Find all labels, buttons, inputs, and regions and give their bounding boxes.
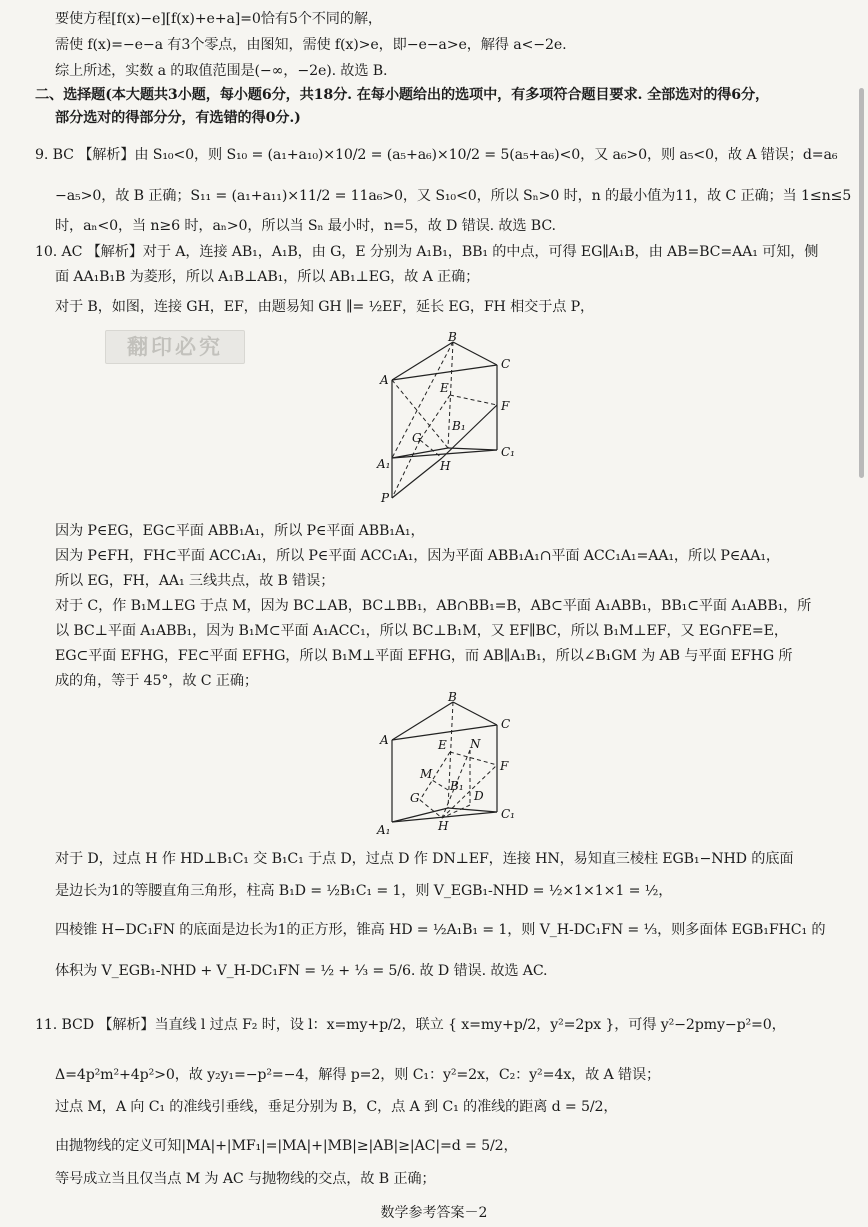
vertex-label: B xyxy=(448,330,457,344)
q10-line: 体积为 V_EGB₁-NHD + V_H-DC₁FN = ½ + ⅓ = 5/6. 故 D 错误. 故选 AC. xyxy=(55,963,548,979)
vertex-label: G xyxy=(410,791,420,805)
q10-line: 因为 P∈FH，FH⊂平面 ACC₁A₁，所以 P∈平面 ACC₁A₁，因为平面 ABB₁A₁∩平面 ACC₁A₁=AA₁，所以 P∈AA₁， xyxy=(55,548,780,564)
q10-line: 对于 C，作 B₁M⊥EG 于点 M，因为 BC⊥AB，BC⊥BB₁，AB∩BB₁=B，AB⊂平面 A₁ABB₁，BB₁⊂平面 A₁ABB₁，所 xyxy=(55,598,812,614)
q10-line: 所以 EG，FH，AA₁ 三线共点，故 B 错误； xyxy=(55,573,335,589)
q11-line: 11. BCD 【解析】当直线 l 过点 F₂ 时，设 l：x=my+p/2，联立 { x=my+p/2，y²=2px }，可得 y²−2pmy−p²=0， xyxy=(35,1017,786,1033)
vertex-label: C xyxy=(501,717,511,731)
vertex-label: A xyxy=(380,373,389,387)
vertex-label: A₁ xyxy=(377,457,391,471)
vertex-label: G xyxy=(412,431,422,445)
vertex-label: C₁ xyxy=(501,807,515,821)
q9-line: −a₅>0，故 B 正确；S₁₁ = (a₁+a₁₁)×11/2 = 11a₆>0，又 S₁₀<0，所以 Sₙ>0 时，n 的最小值为11，故 C 正确；当 1≤n≤5 xyxy=(55,188,852,204)
text-line: 要使方程[f(x)−e][f(x)+e+a]=0恰有5个不同的解， xyxy=(55,11,382,27)
vertex-label: H xyxy=(440,459,451,473)
vertex-label: D xyxy=(474,789,484,803)
vertex-label: B₁ xyxy=(450,779,464,793)
vertex-label: M xyxy=(420,767,433,781)
q11-line: 由抛物线的定义可知|MA|+|MF₁|=|MA|+|MB|≥|AB|≥|AC|=d = 5/2， xyxy=(55,1138,518,1154)
q9-line: 时，aₙ<0，当 n≥6 时，aₙ>0，所以当 Sₙ 最小时，n=5，故 D 错误. 故选 BC. xyxy=(55,218,556,234)
text-line: 综上所述，实数 a 的取值范围是(−∞，−2e). 故选 B. xyxy=(55,63,388,79)
prism-figure-2 xyxy=(370,690,520,840)
q10-line: 因为 P∈EG，EG⊂平面 ABB₁A₁，所以 P∈平面 ABB₁A₁， xyxy=(55,523,425,539)
watermark-stamp: 翻印必究 xyxy=(105,330,245,364)
section-heading: 二、选择题(本大题共3小题，每小题6分，共18分. 在每小题给出的选项中，有多项符合题目要求. 全部选对的得6分， xyxy=(35,87,770,103)
q9-line: 9. BC 【解析】由 S₁₀<0，则 S₁₀ = (a₁+a₁₀)×10/2 = (a₅+a₆)×10/2 = 5(a₅+a₆)<0，又 a₆>0，则 a₅<0，故 A 错误；d=a₆ xyxy=(35,147,838,163)
q10-line: EG⊂平面 EFHG，FE⊂平面 EFHG，所以 B₁M⊥平面 EFHG，而 AB∥A₁B₁，所以∠B₁GM 为 AB 与平面 EFHG 所 xyxy=(55,648,793,664)
q10-line: 四棱锥 H−DC₁FN 的底面是边长为1的正方形，锥高 HD = ½A₁B₁ = 1，则 V_H-DC₁FN = ⅓，则多面体 EGB₁FHC₁ 的 xyxy=(55,922,826,938)
vertex-label: F xyxy=(501,399,510,413)
vertex-label: N xyxy=(470,737,481,751)
vertex-label: B₁ xyxy=(452,419,466,433)
text-line: 需使 f(x)=−e−a 有3个零点，由图知，需使 f(x)>e，即−e−a>e，解得 a<−2e. xyxy=(55,37,567,53)
q11-line: Δ=4p²m²+4p²>0，故 y₂y₁=−p²=−4，解得 p=2，则 C₁：y²=2x，C₂：y²=4x，故 A 错误； xyxy=(55,1067,661,1083)
q10-line: 对于 B，如图，连接 GH，EF，由题易知 GH ∥= ½EF，延长 EG，FH 相交于点 P， xyxy=(55,299,595,315)
prism-figure-1 xyxy=(370,330,520,510)
vertex-label: E xyxy=(440,381,449,395)
q10-line: 面 AA₁B₁B 为菱形，所以 A₁B⊥AB₁，所以 AB₁⊥EG，故 A 正确； xyxy=(55,269,480,285)
q10-line: 对于 D，过点 H 作 HD⊥B₁C₁ 交 B₁C₁ 于点 D，过点 D 作 DN⊥EF，连接 HN，易知直三棱柱 EGB₁−NHD 的底面 xyxy=(55,851,794,867)
q11-line: 等号成立当且仅当点 M 为 AC 与抛物线的交点，故 B 正确； xyxy=(55,1171,436,1187)
vertex-label: A xyxy=(380,733,389,747)
page-footer: 数学参考答案－2 xyxy=(380,1205,488,1221)
vertex-label: A₁ xyxy=(377,823,391,837)
vertex-label: C xyxy=(501,357,511,371)
vertex-label: C₁ xyxy=(501,445,515,459)
vertex-label: E xyxy=(438,738,447,752)
scrollbar-thumb[interactable] xyxy=(859,88,864,478)
q10-line: 10. AC 【解析】对于 A，连接 AB₁，A₁B，由 G，E 分别为 A₁B₁，BB₁ 的中点，可得 EG∥A₁B，由 AB=BC=AA₁ 可知，侧 xyxy=(35,244,819,260)
vertex-label: H xyxy=(438,819,449,833)
vertex-label: F xyxy=(500,759,509,773)
q10-line: 是边长为1的等腰直角三角形，柱高 B₁D = ½B₁C₁ = 1，则 V_EGB₁-NHD = ½×1×1×1 = ½， xyxy=(55,883,673,899)
section-heading-cont: 部分选对的得部分分，有选错的得0分.) xyxy=(55,110,301,126)
q10-line: 成的角，等于 45°，故 C 正确； xyxy=(55,673,258,689)
q11-line: 过点 M，A 向 C₁ 的准线引垂线，垂足分别为 B，C，点 A 到 C₁ 的准线的距离 d = 5/2， xyxy=(55,1099,618,1115)
vertex-label: P xyxy=(381,491,390,505)
vertex-label: B xyxy=(448,690,457,704)
q10-line: 以 BC⊥平面 A₁ABB₁，因为 B₁M⊂平面 A₁ACC₁，所以 BC⊥B₁M，又 EF∥BC，所以 B₁M⊥EF，又 EG∩FE=E， xyxy=(55,623,788,639)
